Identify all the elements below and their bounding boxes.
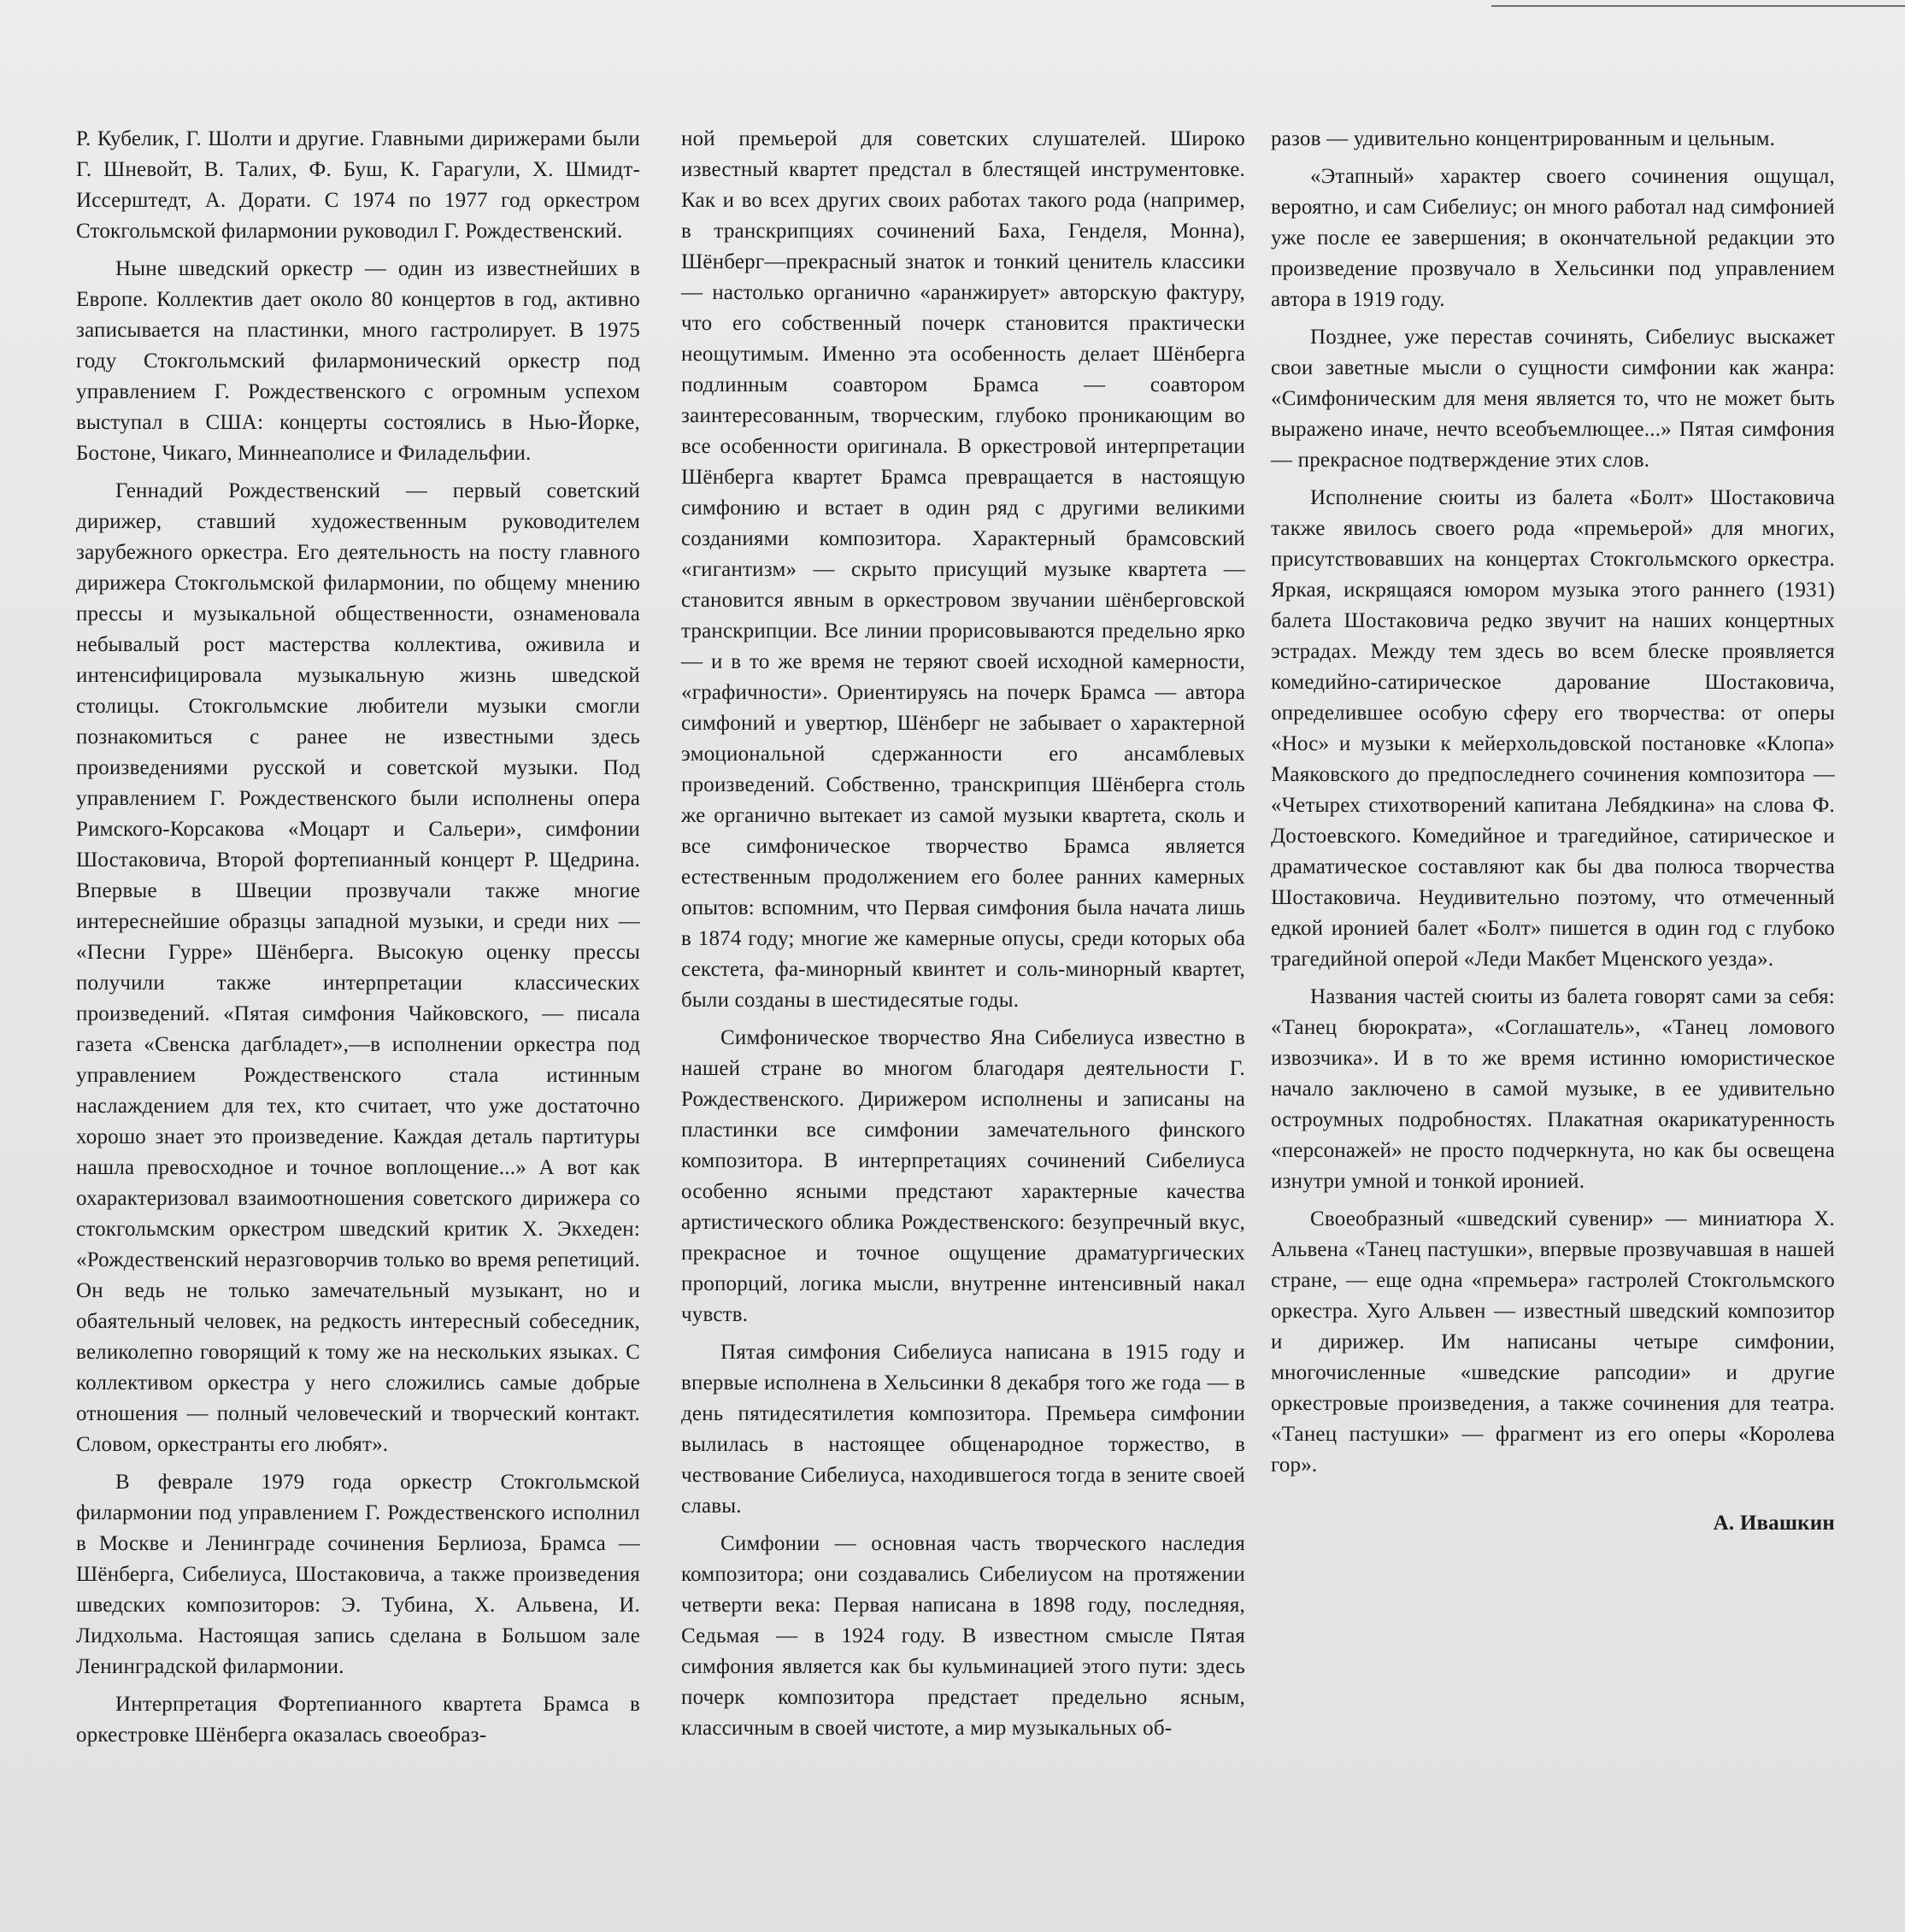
text-column-2: [681, 124, 1245, 1751]
paragraph: Симфонии — основная часть творческого наследия композитора; они создавались Сибелиусом на протяжении четверти века: Первая написана в 1898 году, последняя, Седьмая — в 1924 году. В известном смысле Пятая симфония является как бы кульминацией этого пути: здесь почерк композитора предстает предельно ясным, классичным в своей чистоте, а мир музыкальных об-: [681, 1532, 1245, 1740]
paragraph: Исполнение сюиты из балета «Болт» Шостаковича также явилось своего рода «премьерой» для многих, присутствовавших на концертах Стокгольмского оркестра. Яркая, искрящаяся юмором музыка этого раннего (1931) балета Шостаковича редко звучит на наших концертных эстрадах. Между тем здесь во всем блеске проявляется комедийно-сатирическое дарование Шостаковича, определившее особую сферу его творчества: от оперы «Нос» и музыки к мейерхольдовской постановке «Клопа» Маяковского до предпоследнего сочинения композитора — «Четырех стихотворений капитана Лебядкина» на слова Ф. Достоевского. Комедийное и трагедийное, сатирическое и драматическое составляют как бы два полюса творчества Шостаковича. Неудивительно поэтому, что отмеченный едкой иронией балет «Болт» пишется в один год с глубоко трагедийной оперой «Леди Макбет Мценского уезда».: [1271, 486, 1835, 971]
paragraph: «Этапный» характер своего сочинения ощущал, вероятно, и сам Сибелиус; он много работал над симфонией уже после ее завершения; в окончательной редакции это произведение прозвучало в Хельсинки под управлением автора в 1919 году.: [1271, 165, 1835, 311]
paragraph: Пятая симфония Сибелиуса написана в 1915 году и впервые исполнена в Хельсинки 8 декабря того же года — в день пятидесятилетия композитора. Премьера симфонии вылилась в настоящее общенародное торжество, в чествование Сибелиуса, находившегося тогда в зените своей славы.: [681, 1341, 1245, 1518]
text-column-3: [1271, 124, 1835, 1539]
paragraph: Симфоническое творчество Яна Сибелиуса известно в нашей стране во многом благодаря деятельности Г. Рождественского. Дирижером исполнены и записаны на пластинки все симфонии замечательного финского композитора. В интерпретациях сочинений Сибелиуса особенно ясными предстают характерные качества артистического облика Рождественского: безупречный вкус, прекрасное и точное ощущение драматургических пропорций, логика мысли, внутренне интенсивный накал чувств.: [681, 1026, 1245, 1326]
paragraph: разов — удивительно концентрированным и цельным.: [1271, 127, 1776, 150]
paragraph: Своеобразный «шведский сувенир» — миниатюра Х. Альвена «Танец пастушки», впервые прозвучавшая в нашей стране, — еще одна «премьера» гастролей Стокгольмского оркестра. Хуго Альвен — известный шведский композитор и дирижер. Им написаны четыре симфонии, многочисленные «шведские рапсодии» и другие оркестровые произведения, а также сочинения для театра. «Танец пастушки» — фрагмент из его оперы «Королева гор».: [1271, 1207, 1835, 1477]
paragraph: Названия частей сюиты из балета говорят сами за себя: «Танец бюрократа», «Соглашатель», «Танец ломового извозчика». И в то же время истинно юмористическое начало заключено в самой музыке, в ее удивительно остроумных подробностях. Плакатная окарикатуренность «персонажей» не просто подчеркнута, но как бы освещена изнутри умной и тонкой иронией.: [1271, 985, 1835, 1193]
paragraph: Р. Кубелик, Г. Шолти и другие. Главными дирижерами были Г. Шневойт, В. Талих, Ф. Буш, К. Гарагули, Х. Шмидт-Иссерштедт, А. Дорати. С 1974 по 1977 год оркестром Стокгольмской филармонии руководил Г. Рождественский.: [76, 127, 640, 243]
author-signature: А. Ивашкин: [1713, 1512, 1835, 1535]
text-column-1: [76, 124, 640, 1758]
paragraph: В феврале 1979 года оркестр Стокгольмской филармонии под управлением Г. Рождественского исполнил в Москве и Ленинграде сочинения Берлиоза, Брамса — Шёнберга, Сибелиуса, Шостаковича, а также произведения шведских композиторов: Э. Тубина, Х. Альвена, И. Лидхольма. Настоящая запись сделана в Большом зале Ленинградской филармонии.: [76, 1471, 640, 1678]
paragraph: ной премьерой для советских слушателей. Широко известный квартет предстал в блестящей инструментовке. Как и во всех других своих работах такого рода (например, в транскрипциях сочинений Баха, Генделя, Монна), Шёнберг—прекрасный знаток и тонкий ценитель классики — настолько органично «аранжирует» авторскую фактуру, что его собственный почерк становится практически неощутимым. Именно эта особенность делает Шёнберга подлинным соавтором Брамса — соавтором заинтересованным, творческим, глубоко проникающим во все особенности оригинала. В оркестровой интерпретации Шёнберга квартет Брамса превращается в настоящую симфонию и встает в один ряд с другими великими созданиями композитора. Характерный брамсовский «гигантизм» — скрыто присущий музыке квартета — становится явным в оркестровом звучании шёнберговской транскрипции. Все линии прорисовываются предельно ярко — и в то же время не теряют своей исходной камерности, «графичности». Ориентируясь на почерк Брамса — автора симфоний и увертюр, Шёнберг не забывает о характерной эмоциональной сдержанности его ансамблевых произведений. Собственно, транскрипция Шёнберга столь же органично вытекает из самой музыки квартета, сколь и все симфоническое творчество Брамса является естественным продолжением его более ранних камерных опытов: вспомним, что Первая симфония была начата лишь в 1874 году; многие же камерные опусы, среди которых оба секстета, фа-минорный квинтет и соль-минорный квартет, были созданы в шестидесятые годы.: [681, 127, 1245, 1012]
paragraph: Ныне шведский оркестр — один из известнейших в Европе. Коллектив дает около 80 концертов в год, активно записывается на пластинки, много гастролирует. В 1975 году Стокгольмский филармонический оркестр под управлением Г. Рождественского с огромным успехом выступал в США: концерты состоялись в Нью-Йорке, Бостоне, Чикаго, Миннеаполисе и Филадельфии.: [76, 257, 640, 465]
top-rule-line: [1491, 5, 1905, 7]
paragraph: Позднее, уже перестав сочинять, Сибелиус выскажет свои заветные мысли о сущности симфонии как жанра: «Симфоническим для меня является то, что не может быть выражено иначе, нечто всеобъемлющее...» Пятая симфония — прекрасное подтверждение этих слов.: [1271, 326, 1835, 472]
paragraph: Интерпретация Фортепианного квартета Брамса в оркестровке Шёнберга оказалась своеобраз-: [76, 1693, 640, 1747]
paragraph: Геннадий Рождественский — первый советский дирижер, ставший художественным руководителем зарубежного оркестра. Его деятельность на посту главного дирижера Стокгольмской филармонии, по общему мнению прессы и музыкальной общественности, ознаменовала небывалый рост мастерства коллектива, оживила и интенсифицировала музыкальную жизнь шведской столицы. Стокгольмские любители музыки смогли познакомиться с ранее не известными здесь произведениями русской и советской музыки. Под управлением Г. Рождественского были исполнены опера Римского-Корсакова «Моцарт и Сальери», симфонии Шостаковича, Второй фортепианный концерт Р. Щедрина. Впервые в Швеции прозвучали также многие интереснейшие образцы западной музыки, и среди них — «Песни Гурре» Шёнберга. Высокую оценку прессы получили также интерпретации классических произведений. «Пятая симфония Чайковского, — писала газета «Свенска дагбладет»,—в исполнении оркестра под управлением Рождественского стала истинным наслаждением для тех, кто считает, что уже достаточно хорошо знает это произведение. Каждая деталь партитуры нашла превосходное и точное воплощение...» А вот как охарактеризовал взаимоотношения советского дирижера со стокгольмским оркестром шведский критик Х. Экхеден: «Рождественский неразговорчив только во время репетиций. Он ведь не только замечательный музыкант, но и обаятельный человек, на редкость интересный собеседник, великолепно говорящий к тому же на нескольких языках. С коллективом оркестра у него сложились самые добрые отношения — полный человеческий и творческий контакт. Словом, оркестранты его любят».: [76, 479, 640, 1456]
